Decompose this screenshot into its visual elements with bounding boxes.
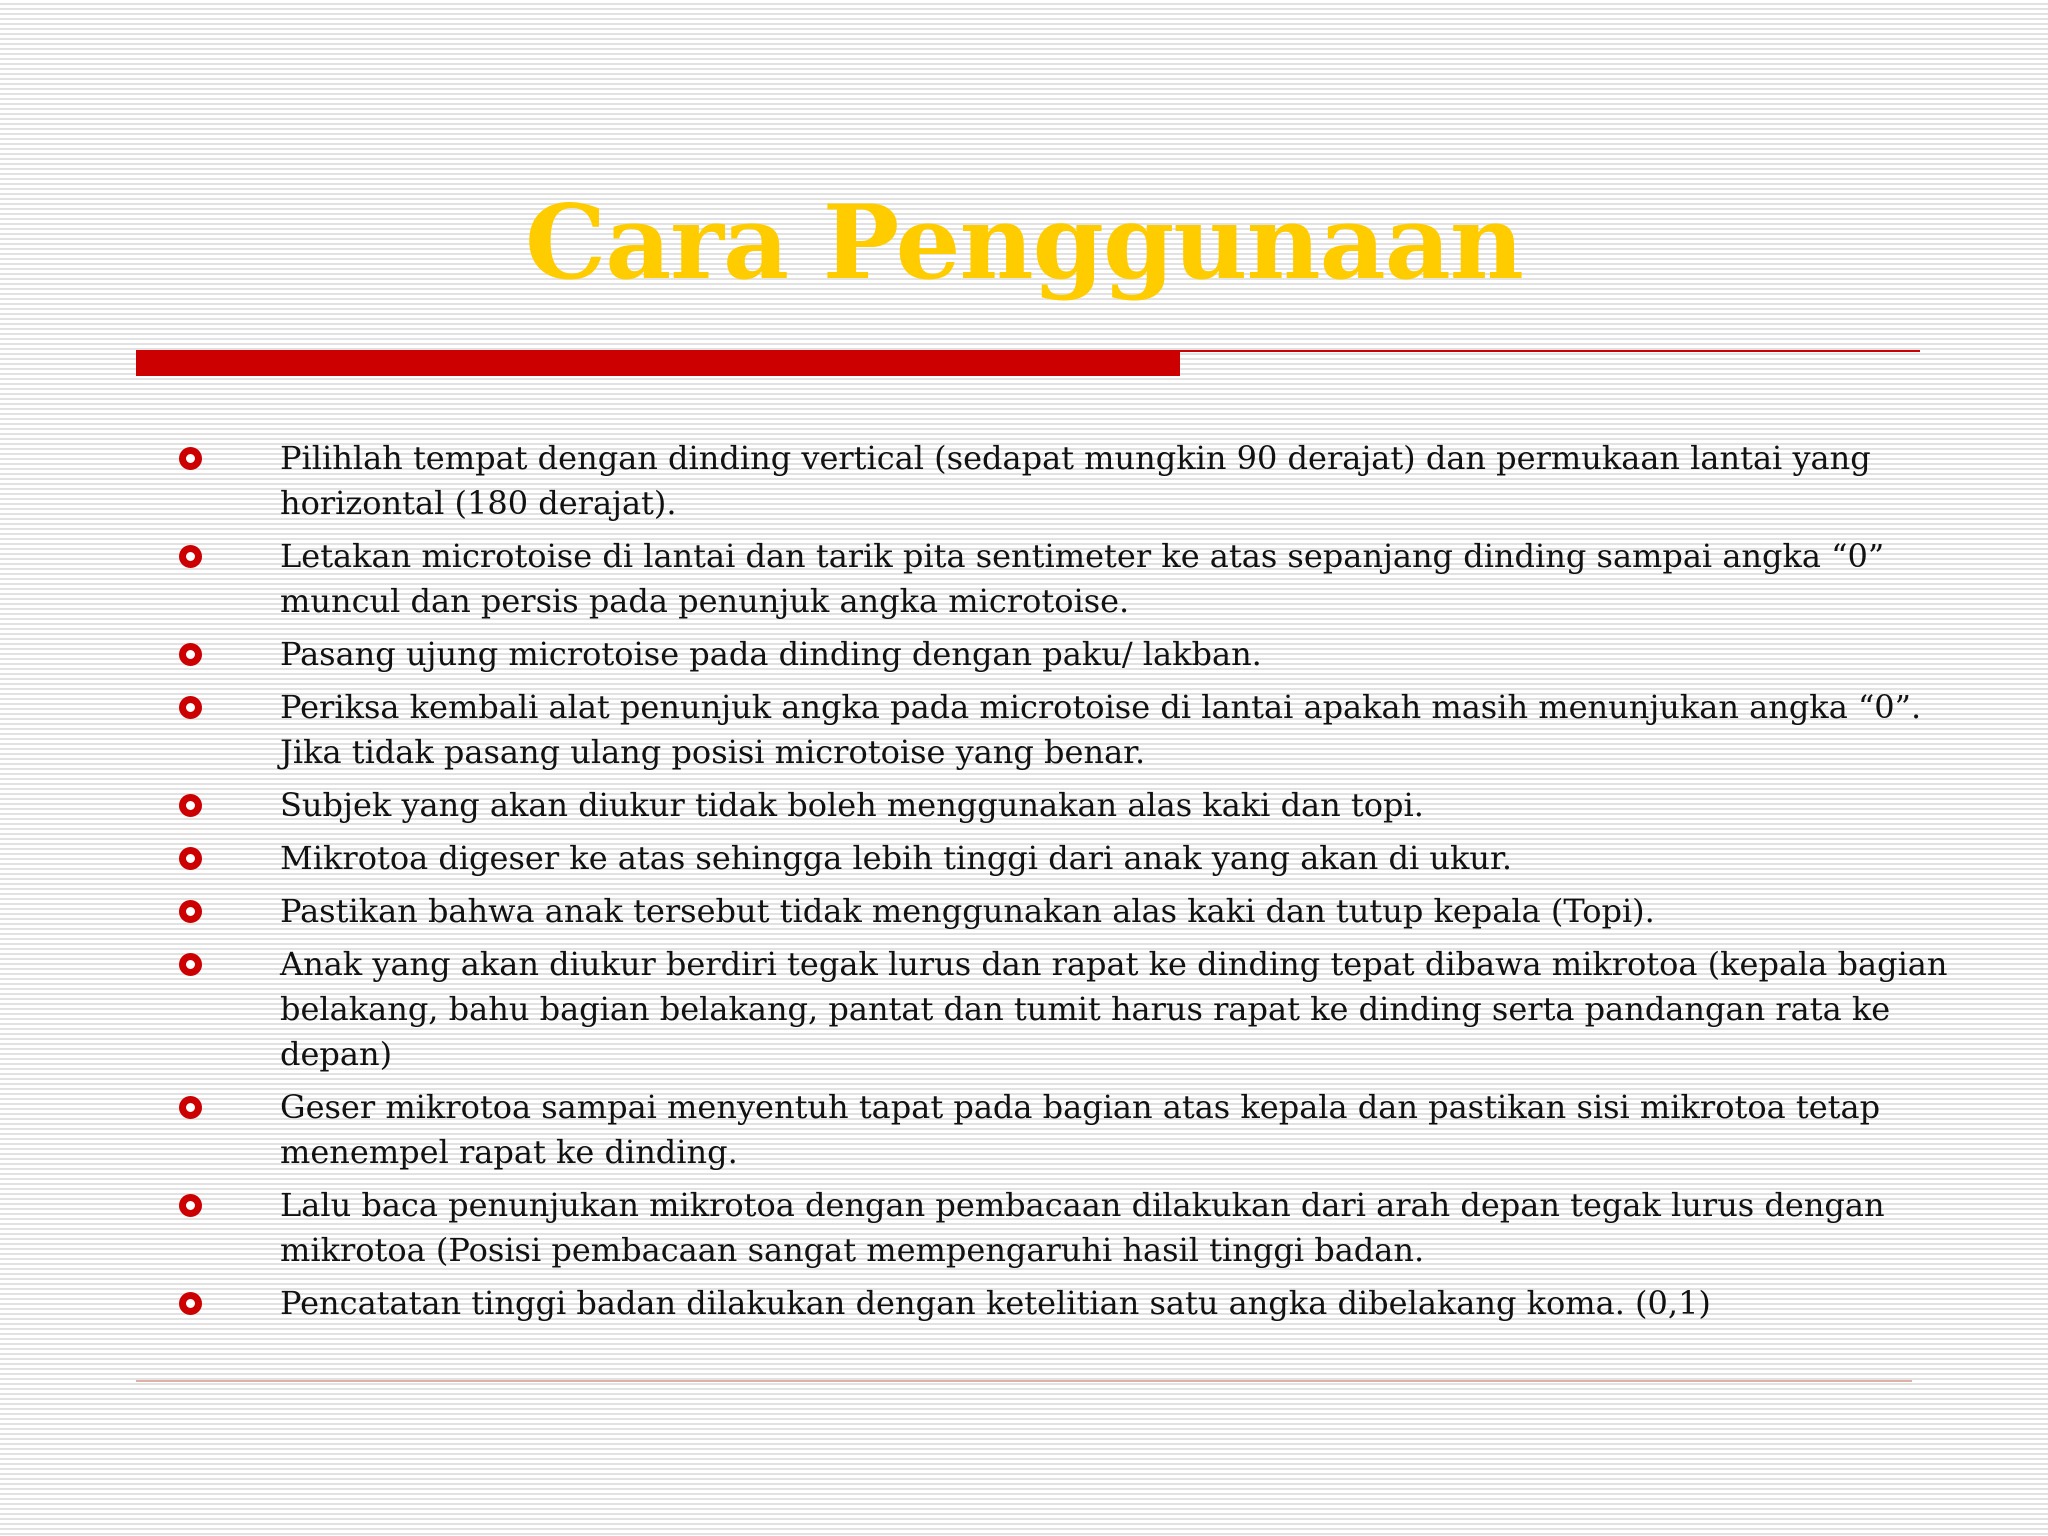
ring-bullet-icon [179,1096,202,1119]
ring-bullet-icon [179,794,202,817]
list-item [0,436,2048,526]
list-item [0,632,2048,677]
list-item-text: Pilihlah tempat dengan dinding vertical (sedapat mungkin 90 derajat) dan permukaan lantai yang horizontal (180 derajat). [280,439,1871,522]
list-item-text: Pastikan bahwa anak tersebut tidak menggunakan alas kaki dan tutup kepala (Topi). [280,892,1655,930]
list-item-text: Periksa kembali alat penunjuk angka pada microtoise di lantai apakah masih menunjukan angka “0”. Jika tidak pasang ulang posisi microtoise yang benar. [280,688,1922,771]
ring-bullet-icon [179,1292,202,1315]
list-item [0,685,2048,775]
title-underline-thin [1180,350,1920,352]
list-item-text: Mikrotoa digeser ke atas sehingga lebih tinggi dari anak yang akan di ukur. [280,839,1512,877]
list-item-text: Letakan microtoise di lantai dan tarik pita sentimeter ke atas sepanjang dinding sampai angka “0” muncul dan persis pada penunjuk angka microtoise. [280,537,1885,620]
list-item [0,783,2048,828]
ring-bullet-icon [179,447,202,470]
list-item-text: Pasang ujung microtoise pada dinding dengan paku/ lakban. [280,635,1262,673]
list-item [0,836,2048,881]
list-item-text: Subjek yang akan diukur tidak boleh menggunakan alas kaki dan topi. [280,786,1424,824]
list-item [0,534,2048,624]
list-item-text: Pencatatan tinggi badan dilakukan dengan ketelitian satu angka dibelakang koma. (0,1) [280,1284,1711,1322]
list-item-text: Geser mikrotoa sampai menyentuh tapat pada bagian atas kepala dan pastikan sisi mikrotoa tetap menempel rapat ke dinding. [280,1088,1881,1171]
footer-divider [136,1380,1912,1382]
ring-bullet-icon [179,545,202,568]
list-item-text: Lalu baca penunjukan mikrotoa dengan pembacaan dilakukan dari arah depan tegak lurus dengan mikrotoa (Posisi pembacaan sangat mempengaruhi hasil tinggi badan. [280,1186,1885,1269]
bullet-list [0,436,2048,1334]
list-item [0,1281,2048,1326]
ring-bullet-icon [179,847,202,870]
ring-bullet-icon [179,953,202,976]
ring-bullet-icon [179,643,202,666]
slide-title: Cara Penggunaan [525,183,1523,303]
ring-bullet-icon [179,1194,202,1217]
ring-bullet-icon [179,696,202,719]
ring-bullet-icon [179,900,202,923]
list-item [0,889,2048,934]
list-item-text: Anak yang akan diukur berdiri tegak lurus dan rapat ke dinding tepat dibawa mikrotoa (kepala bagian belakang, bahu bagian belakang, pantat dan tumit harus rapat ke dinding serta pandangan rata ke depan) [280,945,1948,1073]
list-item [0,942,2048,1077]
title-underline-thick [136,350,1180,376]
list-item [0,1085,2048,1175]
list-item [0,1183,2048,1273]
